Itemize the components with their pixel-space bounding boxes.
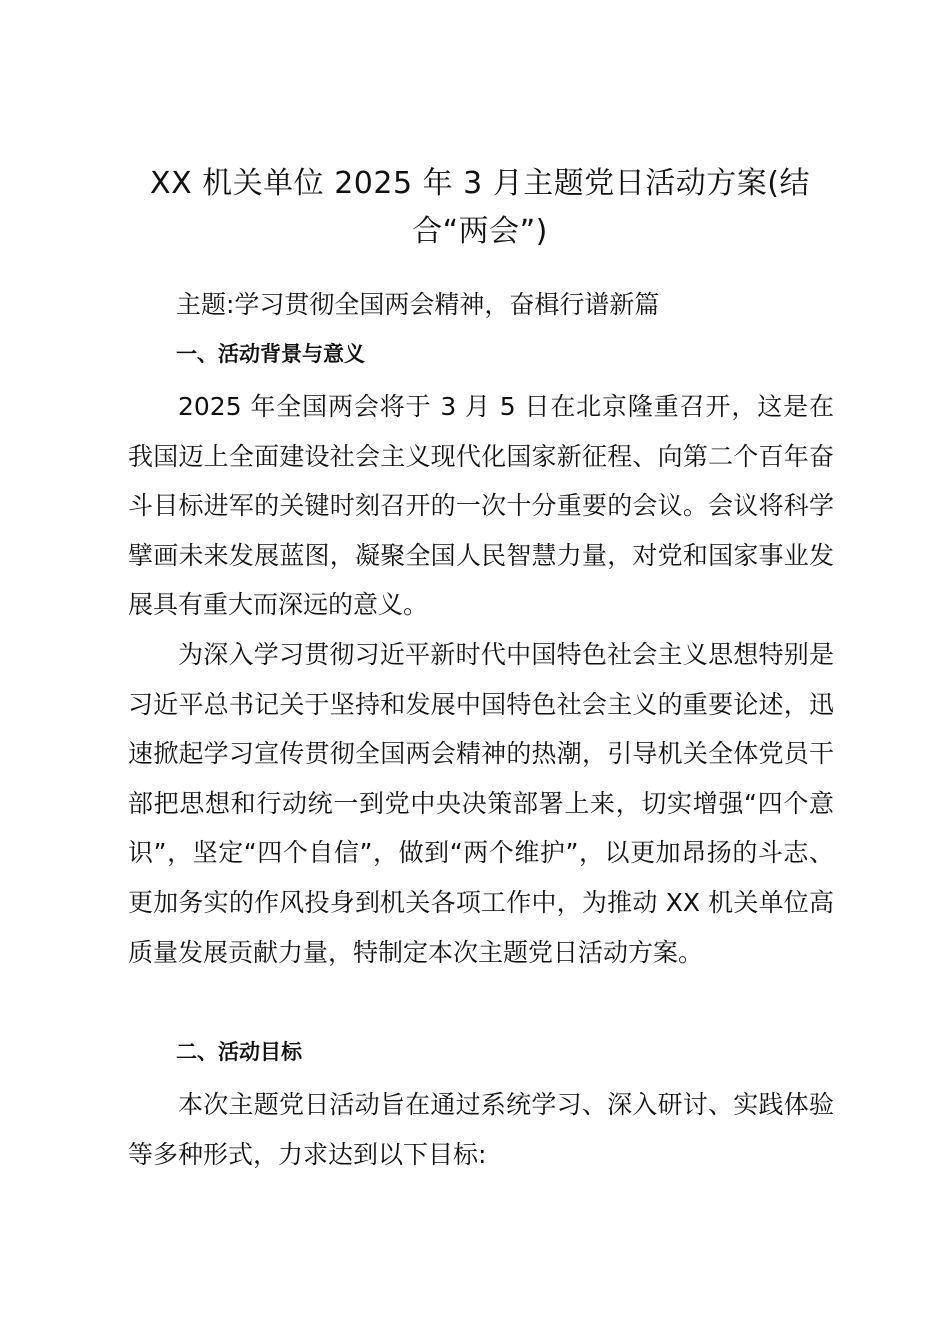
paragraph-background: 2025 年全国两会将于 3 月 5 日在北京隆重召开，这是在我国迈上全面建设社会主义现代化国家新征程、向第二个百年奋斗目标进军的关键时刻召开的一次十分重要的会议。会议将科学擘画未来发展蓝图，凝聚全国人民智慧力量，对党和国家事业发展具有重大而深远的意义。	[128, 392, 834, 620]
section-heading-goals: 二、活动目标	[176, 1040, 302, 1064]
document-title: XX 机关单位 2025 年 3 月主题党日活动方案(结合“两会”)	[150, 166, 810, 249]
paragraph-purpose: 为深入学习贯彻习近平新时代中国特色社会主义思想特别是习近平总书记关于坚持和发展中国特色社会主义的重要论述，迅速掀起学习宣传贯彻全国两会精神的热潮，引导机关全体党员干部把思想和行动统一到党中央决策部署上来，切实增强“四个意识”，坚定“四个自信”，做到“两个维护”，以更加昂扬的斗志、更加务实的作风投身到机关各项工作中，为推动 XX 机关单位高质量发展贡献力量，特制定本次主题党日活动方案。	[128, 640, 834, 967]
paragraph-goals-intro: 本次主题党日活动旨在通过系统学习、深入研讨、实践体验等多种形式，力求达到以下目标:	[128, 1090, 834, 1169]
document-subtitle: 主题:学习贯彻全国两会精神，奋楫行谱新篇	[176, 290, 660, 319]
section-heading-background: 一、活动背景与意义	[176, 342, 365, 366]
